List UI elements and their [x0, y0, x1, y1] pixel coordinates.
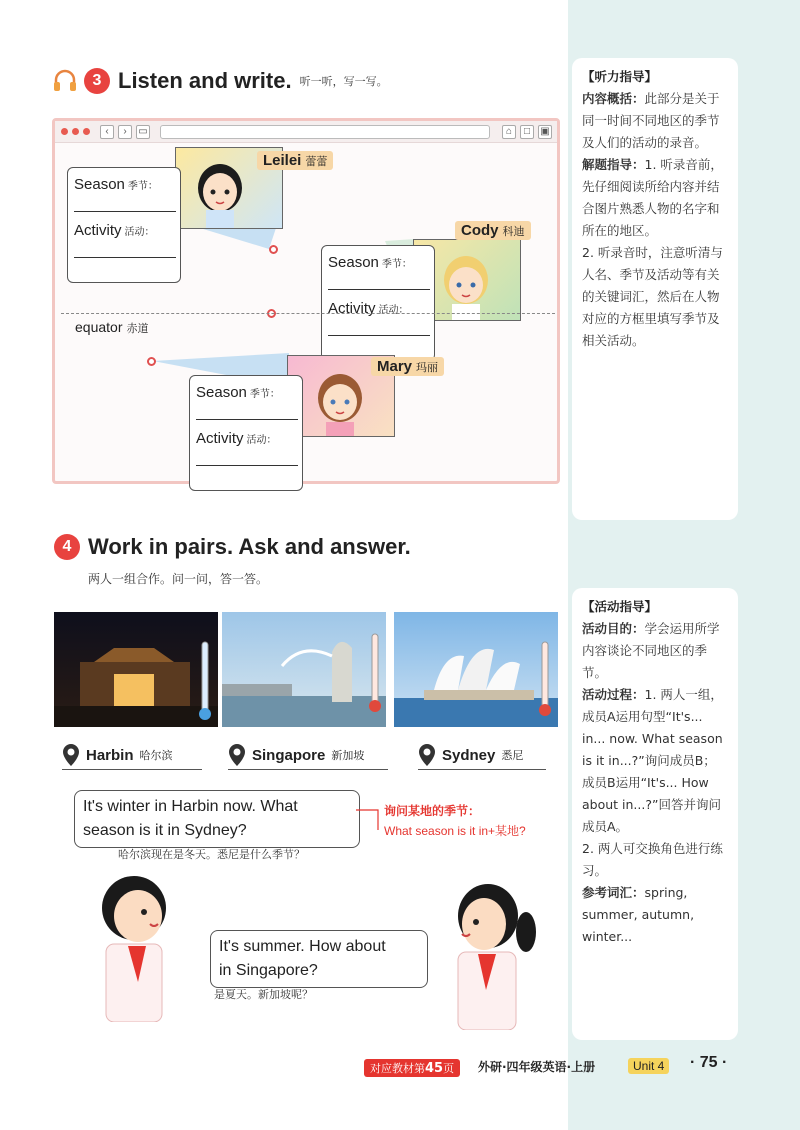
city-name-cn: 哈尔滨	[139, 749, 173, 762]
bubble-line: It's summer. How about	[219, 938, 386, 955]
equator-label: equator 赤道	[75, 319, 149, 335]
name-tag-mary: Mary 玛丽	[371, 357, 444, 376]
leilei-answer-card	[67, 167, 181, 283]
headphones-icon	[52, 68, 78, 94]
speech-bubble-answer	[210, 930, 428, 988]
boy-illustration	[92, 872, 182, 1022]
city-name: Sydney	[442, 746, 496, 764]
city-underline	[228, 740, 388, 770]
guide-words: 参考词汇：spring, summer, autumn, winter...	[582, 885, 695, 944]
section-title: Work in pairs. Ask and answer.	[88, 534, 411, 559]
city-name: Singapore	[252, 746, 326, 764]
guide-tips-2: 2. 听录音时，注意听清与人名、季节及活动等有关的关键词汇，然后在人物对应的方框里填写季节及相关活动。	[582, 245, 723, 348]
guide-summary: 内容概括：此部分是关于同一时间不同地区的季节及人们的活动的录音。	[582, 91, 720, 150]
browser-frame	[52, 118, 560, 484]
bubble-line: It's winter in Harbin now. What	[83, 798, 298, 815]
share-icon: □	[520, 125, 534, 139]
season-label: Season 季节：	[328, 254, 412, 271]
location-pin-icon	[147, 357, 156, 366]
guide-title: 【听力指导】	[582, 69, 658, 84]
section-number: 4	[54, 534, 80, 560]
textbook-page-reference: 对应教材第45页	[364, 1059, 460, 1077]
guide-process-2: 2. 两人可交换角色进行练习。	[582, 841, 723, 878]
name-tag-leilei: Leilei 蕾蕾	[257, 151, 333, 170]
girl-illustration	[444, 880, 544, 1030]
section-3-heading	[52, 68, 388, 94]
bubble-line: season is it in Sydney?	[83, 822, 247, 839]
season-input-line[interactable]	[328, 289, 430, 290]
city-name-cn: 悉尼	[501, 749, 524, 762]
singapore-scene-icon	[222, 612, 386, 727]
equator-line	[61, 313, 555, 314]
bubble-translation: 是夏天。新加坡呢？	[214, 988, 313, 1001]
season-label: Season 季节：	[74, 176, 158, 193]
guide-goal: 活动目的：学会运用所学内容谈论不同地区的季节。	[582, 621, 720, 680]
harbin-photo	[54, 612, 218, 727]
singapore-photo	[222, 612, 386, 727]
listening-guide-box	[572, 58, 738, 520]
city-underline	[62, 740, 202, 770]
guide-process: 活动过程：1. 两人一组，成员A运用句型“It's... in... now. What season is it in...?”询问成员B；成员B运用“It's... How about in...?”回答并询问成员A。	[582, 687, 723, 834]
activity-label: Activity 活动：	[328, 300, 409, 317]
season-input-line[interactable]	[74, 211, 176, 212]
section-4-subtitle: 两人一组合作。问一问，答一答。	[88, 572, 269, 586]
activity-label: Activity 活动：	[196, 430, 277, 447]
section-number: 3	[84, 68, 110, 94]
name-tag-cody: Cody 科迪	[455, 221, 531, 240]
guide-title: 【活动指导】	[582, 599, 658, 614]
speech-bubble-question	[74, 790, 360, 848]
page-number: · 75 ·	[690, 1054, 728, 1071]
book-title: 外研·四年级英语·上册	[478, 1060, 596, 1074]
guide-tips: 解题指导：1. 听录音前，先仔细阅读所给内容并结合图片熟悉人物的名字和所在的地区。	[582, 157, 723, 238]
section-4-heading	[54, 534, 411, 560]
mary-answer-card	[189, 375, 303, 491]
cody-answer-card	[321, 245, 435, 361]
hint-title: 询问某地的季节：	[384, 804, 481, 818]
activity-guide-box	[572, 588, 738, 1040]
hint-text: What season is it in+某地?	[384, 824, 526, 838]
bubble-translation: 哈尔滨现在是冬天。悉尼是什么季节？	[118, 848, 305, 861]
forward-icon: ›	[118, 125, 132, 139]
sidebar-icon: ▭	[136, 125, 150, 139]
city-name: Harbin	[86, 746, 134, 764]
section-subtitle: 听一听，写一写。	[299, 75, 388, 88]
season-label: Season 季节：	[196, 384, 280, 401]
harbin-scene-icon	[54, 612, 218, 727]
hint-arrow-icon	[356, 806, 386, 836]
section-title: Listen and write.	[118, 68, 292, 93]
season-input-line[interactable]	[196, 419, 298, 420]
back-icon: ‹	[100, 125, 114, 139]
city-name-cn: 新加坡	[331, 749, 365, 762]
activity-label: Activity 活动：	[74, 222, 155, 239]
sydney-photo	[394, 612, 558, 727]
activity-input-line[interactable]	[328, 335, 430, 336]
city-underline	[418, 740, 546, 770]
home-icon: ⌂	[502, 125, 516, 139]
location-pin-icon	[269, 245, 278, 254]
activity-input-line[interactable]	[74, 257, 176, 258]
unit-badge: Unit 4	[628, 1058, 669, 1074]
window-icon: ▣	[538, 125, 552, 139]
sydney-scene-icon	[394, 612, 558, 727]
activity-input-line[interactable]	[196, 465, 298, 466]
bubble-line: in Singapore?	[219, 962, 318, 979]
